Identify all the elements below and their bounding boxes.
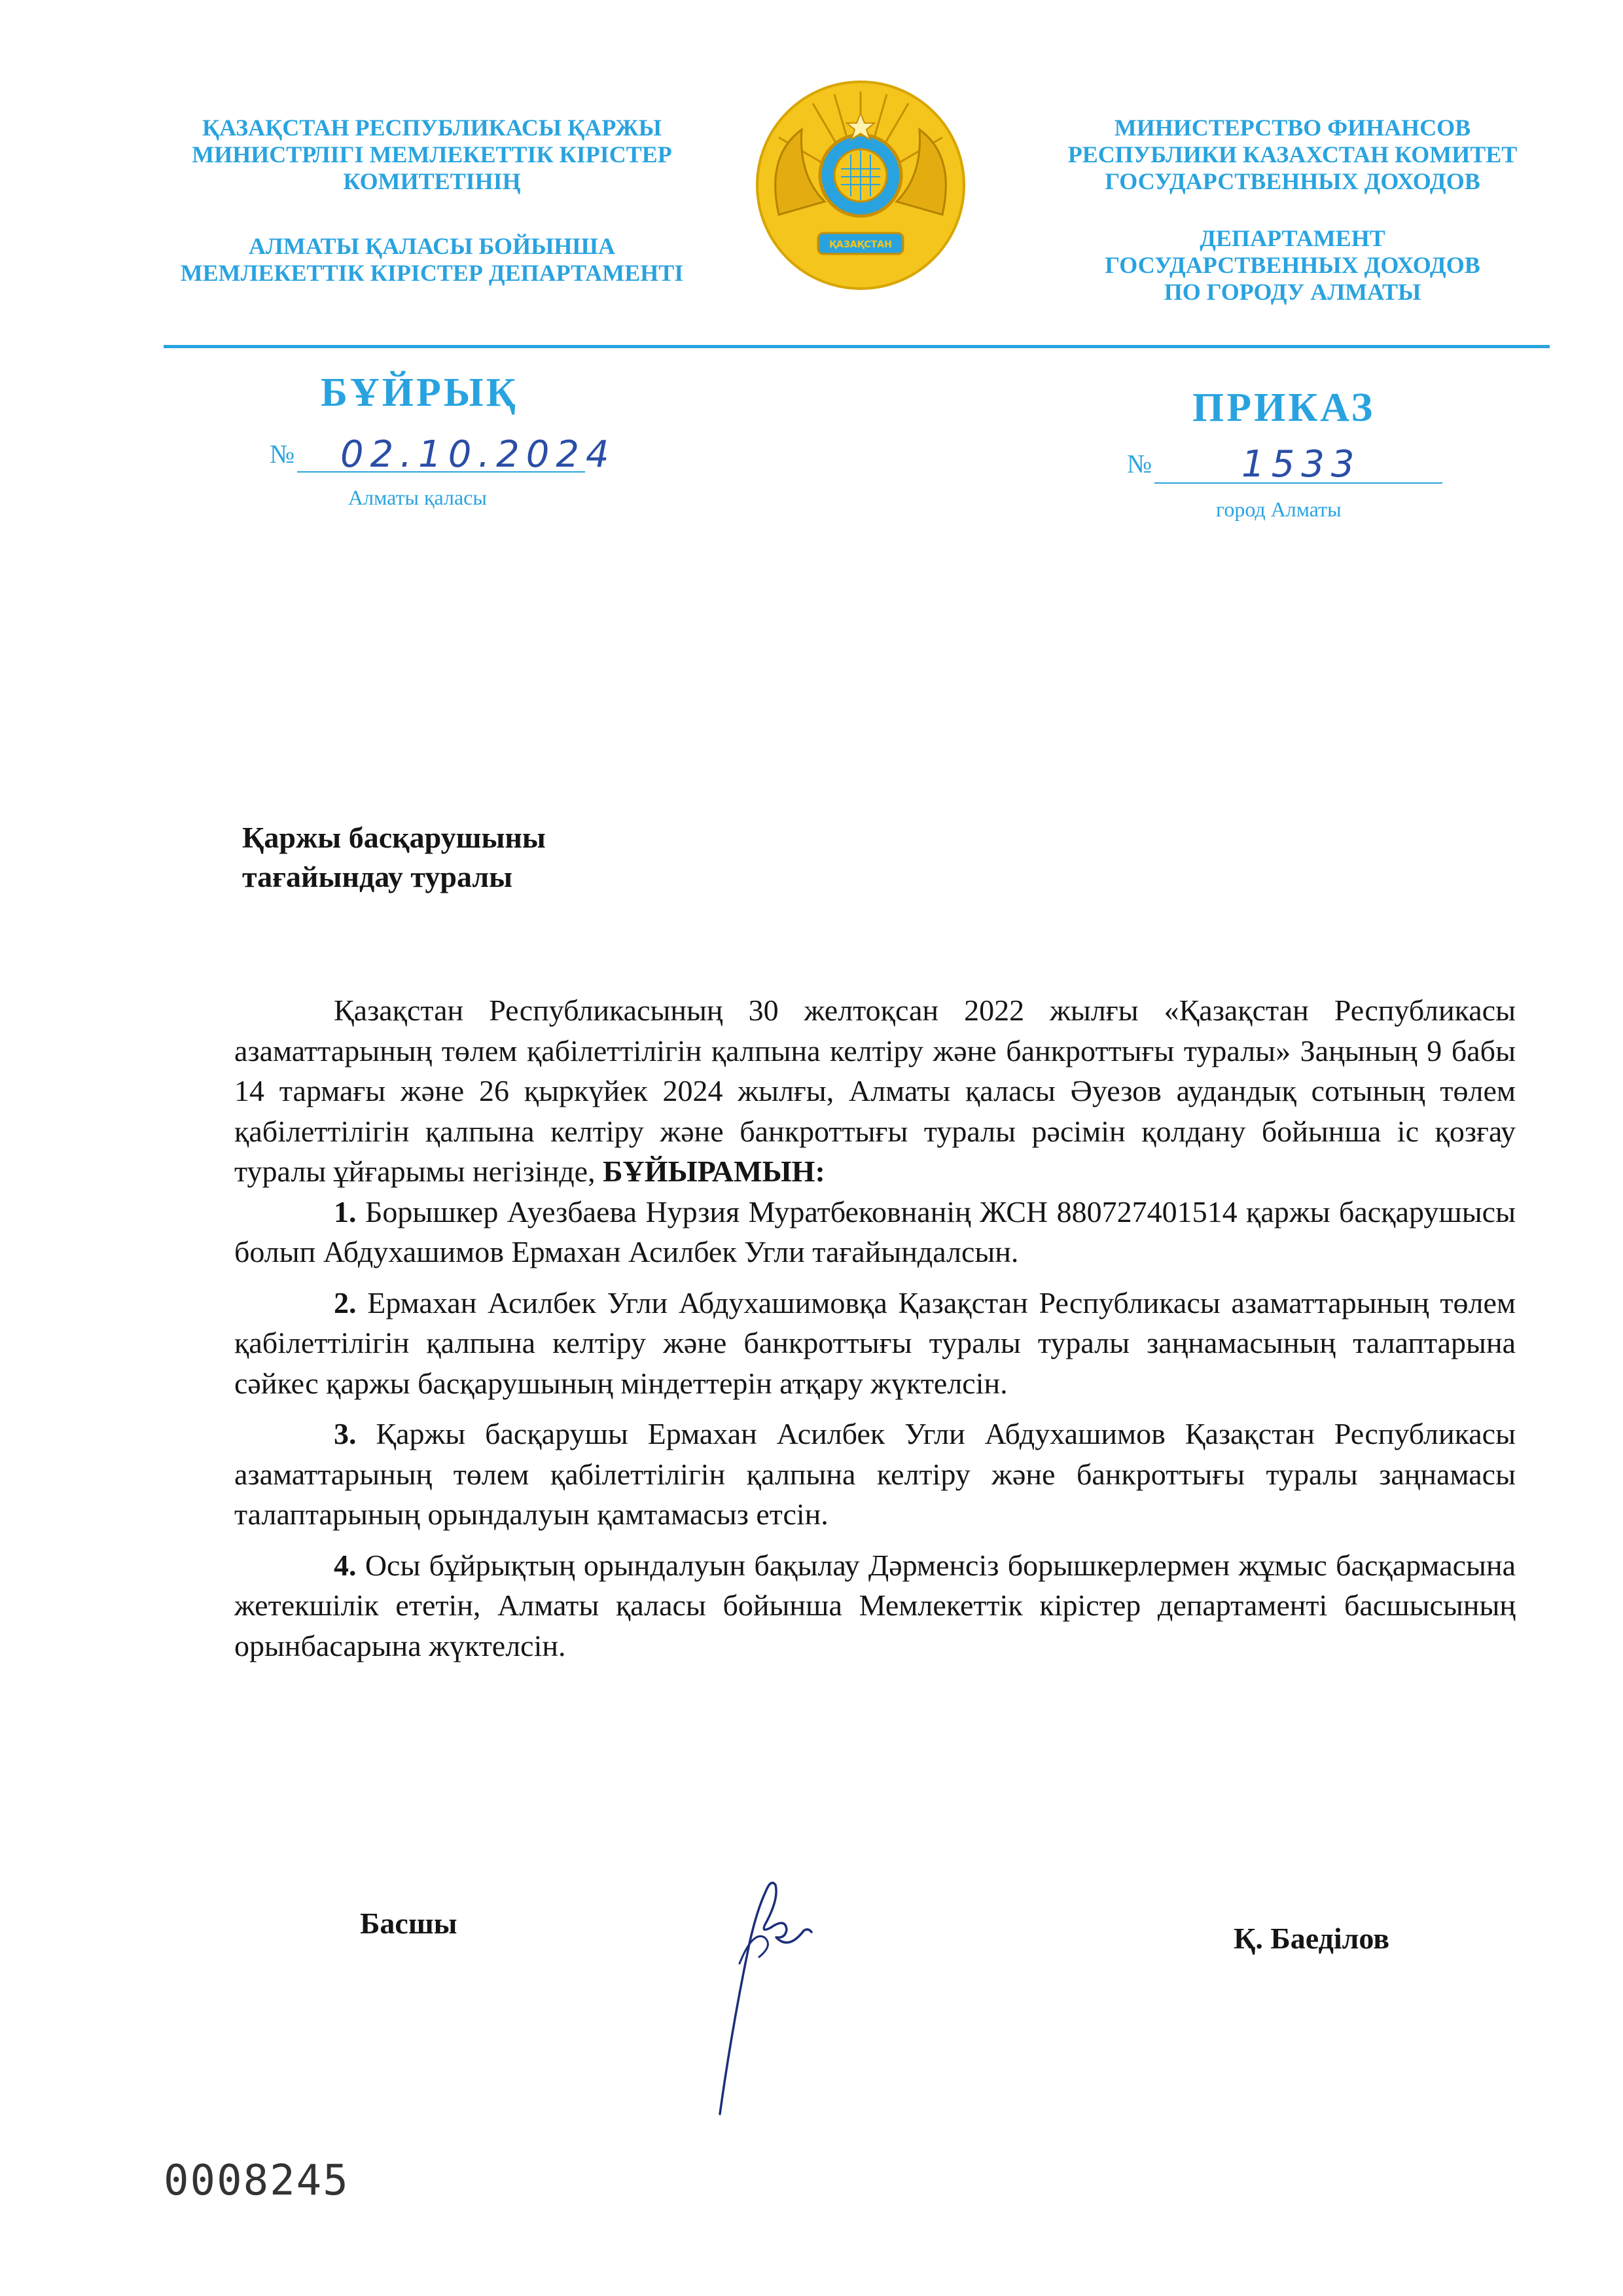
list-item <box>234 1414 1516 1535</box>
state-emblem <box>753 77 969 296</box>
decree-word: БҰЙЫРАМЫН: <box>603 1155 825 1188</box>
number-sign-kz: № <box>270 439 295 469</box>
order-number-field <box>1127 443 1361 486</box>
preamble-text: Қазақстан Республикасының 30 желтоқсан 2022 жылғы «Қазақстан Республикасы азаматтарының төлем қабілеттілігін қалпына келтіру және банкроттығы туралы» Заңының 9 бабы 14 тармағы және 26 қыркүйек 2024 жылғы, Алматы қаласы Әуезов аудандық сотының төлем қабілеттілігін қалпына келтіру және банкроттығы туралы рәсімін қолдану бойынша іс қозғау туралы ұйғарымы негізінде, <box>234 994 1516 1188</box>
subject-line-2: тағайындау туралы <box>242 860 513 893</box>
header-kz <box>160 115 704 287</box>
item-text: Осы бұйрықтың орындалуын бақылау Дәрменсіз борышкерлермен жұмыс басқармасына жетекшілік ететін, Алматы қаласы бойынша Мемлекеттік кірістер департаменті басшысының орынбасарына жүктелсін. <box>234 1548 1516 1662</box>
city-kz: Алматы қаласы <box>348 486 487 509</box>
header-ru-committee-line-3: ГОСУДАРСТВЕННЫХ ДОХОДОВ <box>1105 168 1480 194</box>
preamble-paragraph <box>234 990 1516 1192</box>
header-divider <box>164 345 1550 348</box>
item-number: 4. <box>334 1548 357 1582</box>
signatory-name: Қ. Баеділов <box>1234 1922 1390 1955</box>
header-kz-department-line-1: АЛМАТЫ ҚАЛАСЫ БОЙЫНША <box>249 233 615 259</box>
header-ru-department-line-2: ГОСУДАРСТВЕННЫХ ДОХОДОВ <box>1105 252 1480 278</box>
header-ru-committee-line-2: РЕСПУБЛИКИ КАЗАХСТАН КОМИТЕТ <box>1067 141 1518 168</box>
order-body <box>234 990 1516 1666</box>
number-sign-ru: № <box>1127 449 1152 478</box>
order-subject <box>242 818 546 897</box>
list-item <box>234 1545 1516 1666</box>
header-ru-committee-line-1: МИНИСТЕРСТВО ФИНАНСОВ <box>1114 115 1471 141</box>
signatory-title: Басшы <box>360 1907 457 1940</box>
item-number: 2. <box>334 1285 357 1319</box>
city-ru: город Алматы <box>1216 497 1342 521</box>
header-kz-committee-line-1: ҚАЗАҚСТАН РЕСПУБЛИКАСЫ ҚАРЖЫ <box>202 115 662 141</box>
order-number-handwritten: 1533 <box>1241 443 1361 486</box>
header-kz-department-line-2: МЕМЛЕКЕТТІК КІРІСТЕР ДЕПАРТАМЕНТІ <box>180 260 684 286</box>
handwritten-signature <box>713 1865 844 2121</box>
serial-number: 0008245 <box>164 2157 349 2205</box>
list-item <box>234 1192 1516 1272</box>
item-text: Қаржы басқарушы Ермахан Асилбек Угли Абдухашимов Қазақстан Республикасы азаматтарының төлем қабілеттілігін қалпына келтіру және банкроттығы туралы заңнамасы талаптарының орындалуын қамтамасыз етсін. <box>234 1417 1516 1531</box>
item-text: Борышкер Ауезбаева Нурзия Муратбековнанің ЖСН 880727401514 қаржы басқарушысы болып Абдухашимов Ермахан Асилбек Угли тағайындалсын. <box>234 1194 1516 1268</box>
header-kz-committee-line-2: МИНИСТРЛІГІ МЕМЛЕКЕТТІК КІРІСТЕР <box>192 141 672 168</box>
list-item <box>234 1283 1516 1404</box>
header-ru-department-line-3: ПО ГОРОДУ АЛМАТЫ <box>1164 279 1421 305</box>
item-number: 3. <box>334 1417 357 1450</box>
item-number: 1. <box>334 1194 357 1229</box>
emblem-label: ҚАЗАҚСТАН <box>829 240 892 250</box>
order-date-field <box>270 433 616 476</box>
header-ru <box>1047 115 1538 306</box>
item-text: Ермахан Асилбек Угли Абдухашимовқа Қазақстан Республикасы азаматтарының төлем қабілеттілігін қалпына келтіру және банкроттығы туралы туралы заңнамасының талаптарына сәйкес қаржы басқарушының міндеттерін атқару жүктелсін. <box>234 1285 1516 1400</box>
order-title-kz: БҰЙРЫҚ <box>321 370 518 415</box>
header-kz-committee-line-3: КОМИТЕТІНІҢ <box>343 168 521 194</box>
subject-line-1: Қаржы басқарушыны <box>242 821 546 854</box>
header-ru-department-line-1: ДЕПАРТАМЕНТ <box>1200 225 1385 251</box>
order-date-handwritten: 02.10.2024 <box>340 433 616 476</box>
order-title-ru: ПРИКАЗ <box>1192 386 1376 430</box>
